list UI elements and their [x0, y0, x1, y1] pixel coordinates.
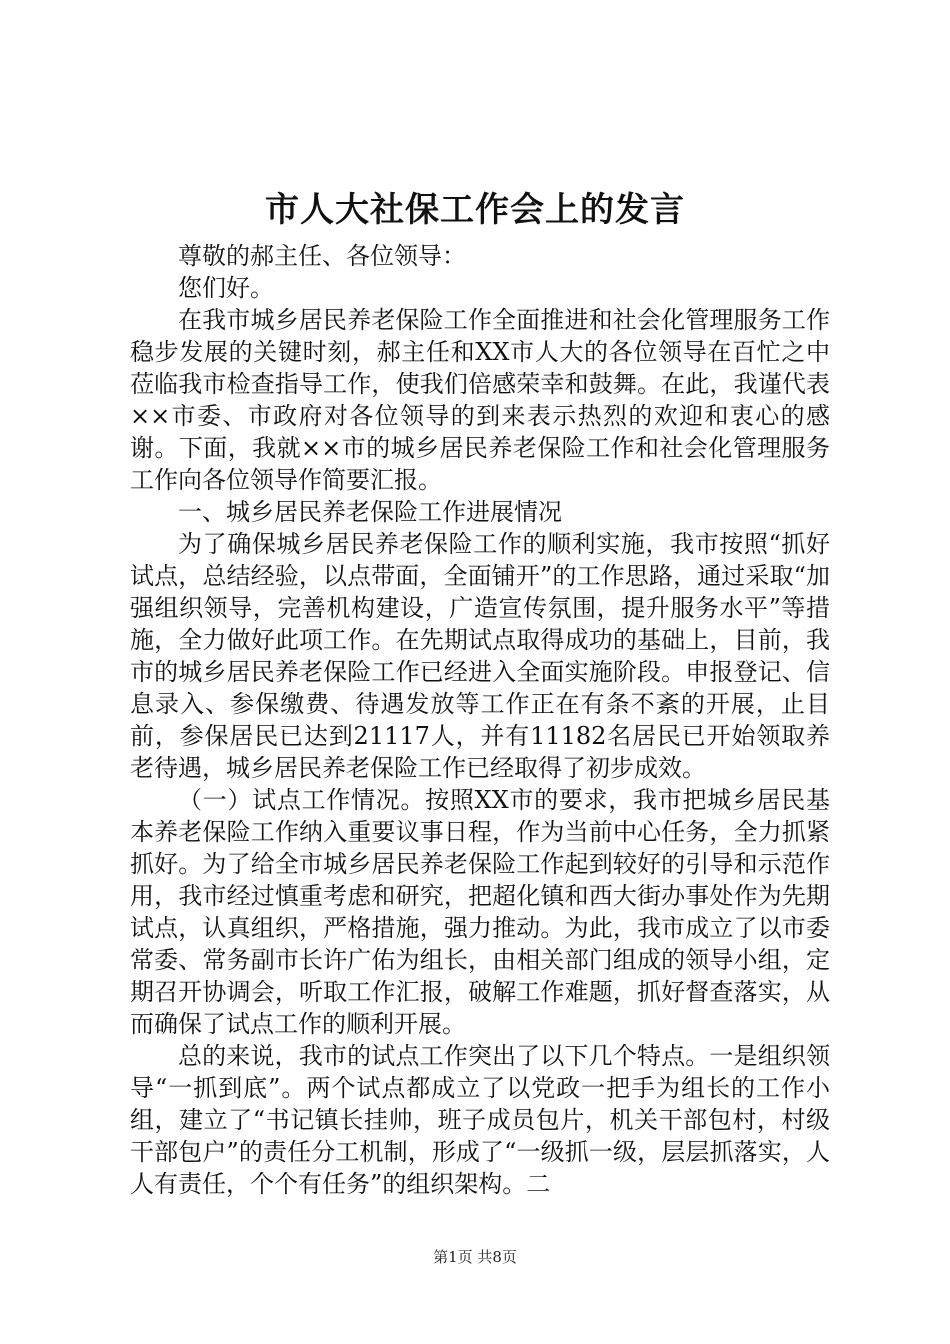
salutation: 尊敬的郝主任、各位领导：: [178, 242, 466, 270]
paragraph-progress: 为了确保城乡居民养老保险工作的顺利实施，我市按照“抓好试点，总结经验，以点带面，全面铺开”的工作思路，通过采取“加强组织领导，完善机构建设，广造宣传氛围，提升服务水平”等措施，全力做好此项工作。在先期试点取得成功的基础上，目前，我市的城乡居民养老保险工作已经进入全面实施阶段。申报登记、信息录入、参保缴费、待遇发放等工作正在有条不紊的开展，止目前，参保居民已达到21117人，并有11182名居民已开始领取养老待遇，城乡居民养老保险工作已经取得了初步成效。: [130, 530, 830, 782]
paragraph-intro: 在我市城乡居民养老保险工作全面推进和社会化管理服务工作稳步发展的关键时刻，郝主任和XX市人大的各位领导在百忙之中莅临我市检查指导工作，使我们倍感荣幸和鼓舞。在此，我谨代表××市委、市政府对各位领导的到来表示热烈的欢迎和衷心的感谢。下面，我就××市的城乡居民养老保险工作和社会化管理服务工作向各位领导作简要汇报。: [130, 306, 830, 494]
page-footer: 第1页 共8页: [433, 1248, 517, 1266]
section-heading-1: 一、城乡居民养老保险工作进展情况: [178, 498, 562, 526]
document-title: 市人大社保工作会上的发言: [265, 190, 685, 230]
greeting: 您们好。: [178, 274, 274, 302]
document-body: [130, 240, 830, 1200]
paragraph-pilot: （一）试点工作情况。按照XX市的要求，我市把城乡居民基本养老保险工作纳入重要议事日程，作为当前中心任务，全力抓紧抓好。为了给全市城乡居民养老保险工作起到较好的引导和示范作用，我市经过慎重考虑和研究，把超化镇和西大街办事处作为先期试点，认真组织，严格措施，强力推动。为此，我市成立了以市委常委、常务副市长许广佑为组长，由相关部门组成的领导小组，定期召开协调会，听取工作汇报，破解工作难题，抓好督查落实，从而确保了试点工作的顺利开展。: [130, 786, 830, 1038]
paragraph-summary: 总的来说，我市的试点工作突出了以下几个特点。一是组织领导“一抓到底”。两个试点都成立了以党政一把手为组长的工作小组，建立了“书记镇长挂帅，班子成员包片，机关干部包村，村级干部包户”的责任分工机制，形成了“一级抓一级，层层抓落实，人人有责任，个个有任务”的组织架构。二: [130, 1042, 830, 1198]
